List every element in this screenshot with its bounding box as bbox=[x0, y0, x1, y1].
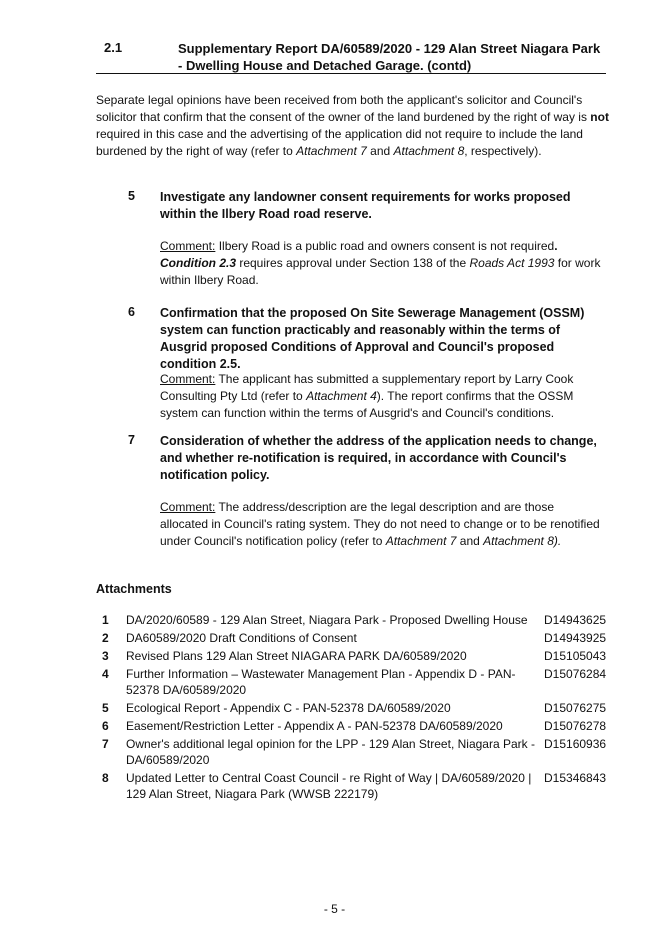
comment-act-ref: Roads Act 1993 bbox=[469, 256, 555, 270]
item-number: 7 bbox=[128, 433, 135, 447]
comment-label: Comment: bbox=[160, 372, 216, 386]
attachment-row bbox=[96, 698, 608, 716]
comment-label: Comment: bbox=[160, 239, 216, 253]
item-title: Consideration of whether the address of the application needs to change, and whether re-notification is required, in accordance with Council's notification policy. bbox=[160, 434, 597, 482]
attachment-number: 1 bbox=[102, 613, 109, 627]
item-comment bbox=[160, 371, 605, 422]
attachment-reference: D15076275 bbox=[544, 701, 607, 715]
attachment-reference: D15076284 bbox=[544, 667, 607, 681]
attachment-reference: D14943625 bbox=[544, 613, 607, 627]
comment-label: Comment: bbox=[160, 500, 216, 514]
comment-text: The address/description are the legal description and are those allocated in Council's rating system. They do not need to change or to be renotified under Council's notification policy (refer to bbox=[160, 500, 600, 548]
intro-text-1: Separate legal opinions have been received from both the applicant's solicitor and Council's solicitor that confirm that the consent of the owner of the land burdened by the right of way is bbox=[96, 93, 591, 124]
attachment-number: 3 bbox=[102, 649, 109, 663]
intro-text-2: required in this case and the advertising of the application did not require to include the land burdened by the right of way (refer to bbox=[96, 127, 583, 158]
attachment-title: Ecological Report - Appendix C - PAN-52378 DA/60589/2020 bbox=[126, 701, 451, 715]
comment-text: requires approval under Section 138 of the bbox=[236, 256, 470, 270]
attachment-row bbox=[96, 664, 608, 698]
item-comment bbox=[160, 499, 605, 550]
comment-dot: . bbox=[554, 239, 558, 253]
attachment-title: Owner's additional legal opinion for the LPP - 129 Alan Street, Niagara Park - DA/60589/2020 bbox=[126, 737, 535, 767]
intro-attachment-8: Attachment 8 bbox=[393, 144, 465, 158]
attachment-title: Further Information – Wastewater Management Plan - Appendix D - PAN-52378 DA/60589/2020 bbox=[126, 667, 516, 697]
attachment-reference: D15105043 bbox=[544, 649, 607, 663]
item-comment bbox=[160, 238, 605, 289]
comment-and: and bbox=[456, 534, 484, 548]
attachment-number: 7 bbox=[102, 737, 109, 751]
attachment-number: 8 bbox=[102, 771, 109, 785]
attachment-reference: D15346843 bbox=[544, 771, 607, 785]
attachments-heading: Attachments bbox=[96, 582, 172, 596]
attachment-number: 2 bbox=[102, 631, 109, 645]
comment-text: for work within Ilbery Road. bbox=[160, 256, 601, 287]
comment-condition-ref: Condition 2.3 bbox=[160, 256, 236, 270]
comment-text: Ilbery Road is a public road and owners consent is not required bbox=[215, 239, 555, 253]
attachment-row bbox=[96, 716, 608, 734]
attachment-title: Revised Plans 129 Alan Street NIAGARA PARK DA/60589/2020 bbox=[126, 649, 467, 663]
intro-end: , respectively). bbox=[464, 144, 542, 158]
item-title: Investigate any landowner consent requirements for works proposed within the Ilbery Road road reserve. bbox=[160, 190, 571, 221]
attachment-number: 4 bbox=[102, 667, 109, 681]
attachment-title: Easement/Restriction Letter - Appendix A - PAN-52378 DA/60589/2020 bbox=[126, 719, 503, 733]
attachments-table bbox=[96, 612, 608, 802]
attachment-title: Updated Letter to Central Coast Council - re Right of Way | DA/60589/2020 | 129 Alan Street, Niagara Park (WWSB 222179) bbox=[126, 771, 532, 801]
section-number: 2.1 bbox=[104, 40, 123, 55]
item-number: 5 bbox=[128, 189, 135, 203]
page-number: - 5 - bbox=[323, 902, 346, 916]
attachment-reference: D15160936 bbox=[544, 737, 607, 751]
attachment-reference: D15076278 bbox=[544, 719, 607, 733]
intro-and: and bbox=[366, 144, 394, 158]
attachment-row bbox=[96, 646, 608, 664]
comment-text: The applicant has submitted a supplementary report by Larry Cook Consulting Pty Ltd (refer to bbox=[160, 372, 574, 403]
intro-bold-not: not bbox=[590, 110, 609, 124]
comment-attachment-8: Attachment 8). bbox=[483, 534, 562, 548]
attachment-row bbox=[96, 612, 608, 628]
attachment-reference: D14943925 bbox=[544, 631, 607, 645]
comment-text: ). The report confirms that the OSSM system can function within the terms of Ausgrid's and Council's conditions. bbox=[160, 389, 574, 420]
intro-paragraph bbox=[96, 92, 610, 160]
attachment-row bbox=[96, 768, 608, 802]
attachment-title: DA60589/2020 Draft Conditions of Consent bbox=[126, 631, 357, 645]
comment-attachment-7: Attachment 7 bbox=[385, 534, 457, 548]
item-number: 6 bbox=[128, 305, 135, 319]
attachment-number: 5 bbox=[102, 701, 109, 715]
attachment-title: DA/2020/60589 - 129 Alan Street, Niagara Park - Proposed Dwelling House bbox=[126, 613, 528, 627]
attachment-row bbox=[96, 734, 608, 768]
attachment-number: 6 bbox=[102, 719, 109, 733]
comment-attachment-ref: Attachment 4 bbox=[306, 389, 377, 403]
intro-attachment-7: Attachment 7 bbox=[296, 144, 367, 158]
header-divider bbox=[96, 73, 606, 74]
attachment-row bbox=[96, 628, 608, 646]
item-title: Confirmation that the proposed On Site Sewerage Management (OSSM) system can function practicably and reasonably within the terms of Ausgrid proposed Conditions of Approval and Council's proposed condition 2.5. bbox=[160, 306, 585, 371]
section-title: Supplementary Report DA/60589/2020 - 129 Alan Street Niagara Park - Dwelling House and Detached Garage. (contd) bbox=[178, 41, 601, 73]
